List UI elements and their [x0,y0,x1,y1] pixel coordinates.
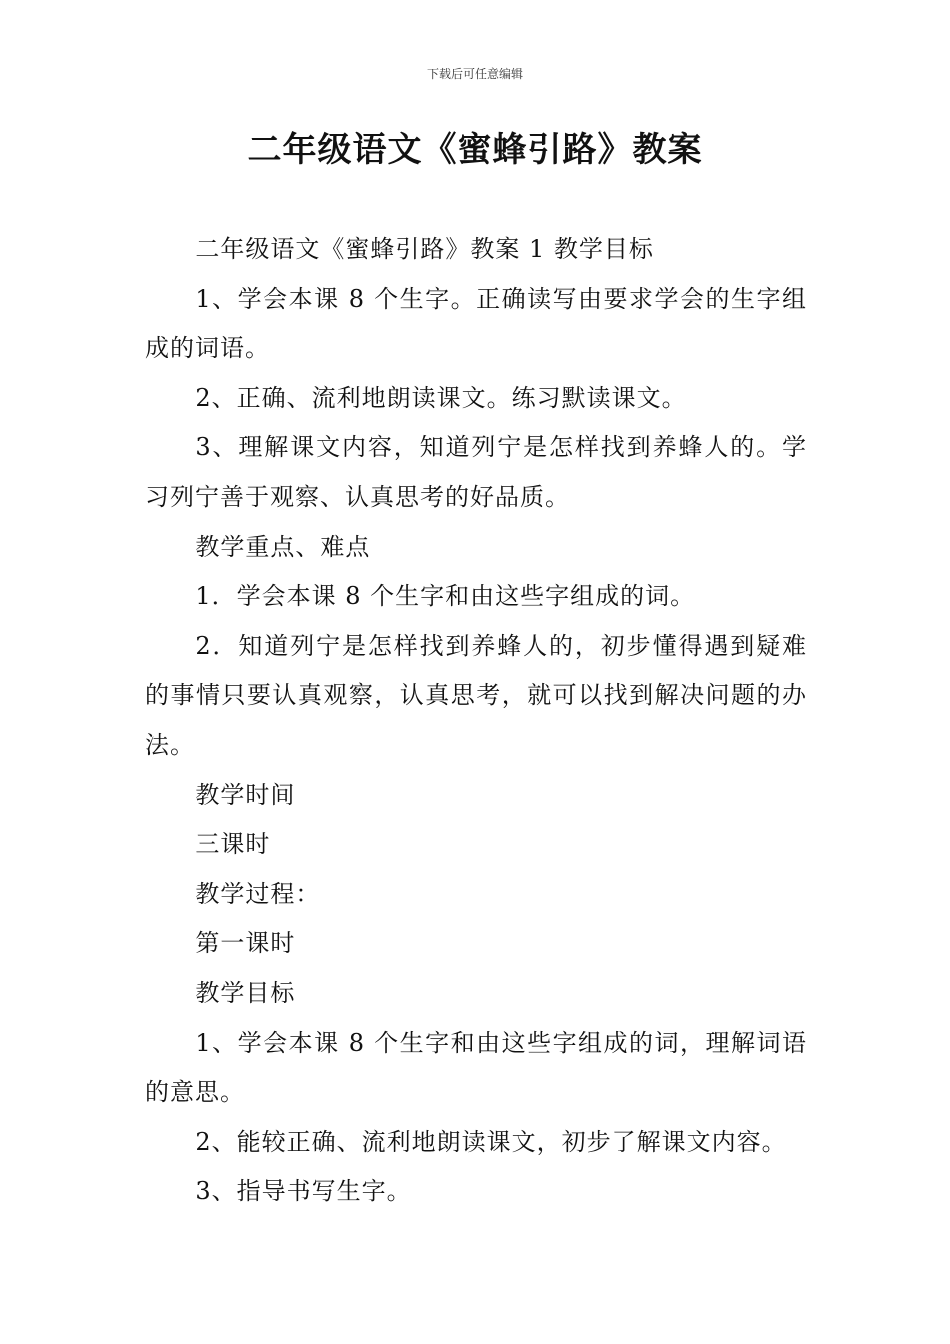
paragraph: 教学重点、难点 [195,532,371,561]
paragraph: 二年级语文《蜜蜂引路》教案 1 教学目标 [195,235,654,263]
paragraph: 三课时 [195,830,271,859]
paragraph: 2．知道列宁是怎样找到养蜂人的，初步懂得遇到疑难的事情只要认真观察，认真思考，就可以找到解决问题的办法。 [145,631,807,759]
header-note: 下载后可任意编辑 [426,67,523,81]
paragraph: 教学目标 [195,978,296,1007]
paragraph: 2、正确、流利地朗读课文。练习默读课文。 [195,383,687,412]
paragraph: 1、学会本课 8 个生字和由这些字组成的词，理解词语的意思。 [145,1028,807,1107]
paragraph: 第一课时 [195,929,296,958]
paragraph: 教学时间 [195,780,296,809]
paragraph: 教学过程： [195,879,321,908]
paragraph: 1．学会本课 8 个生字和由这些字组成的词。 [195,582,696,611]
paragraph: 3、指导书写生字。 [195,1177,412,1206]
paragraph: 2、能较正确、流利地朗读课文，初步了解课文内容。 [195,1127,787,1156]
document-body [145,225,807,1217]
paragraph: 3、理解课文内容，知道列宁是怎样找到养蜂人的。学习列宁善于观察、认真思考的好品质。 [145,433,807,511]
paragraph: 1、学会本课 8 个生字。正确读写由要求学会的生字组成的词语。 [145,284,807,363]
page-title: 二年级语文《蜜蜂引路》教案 [247,130,703,170]
